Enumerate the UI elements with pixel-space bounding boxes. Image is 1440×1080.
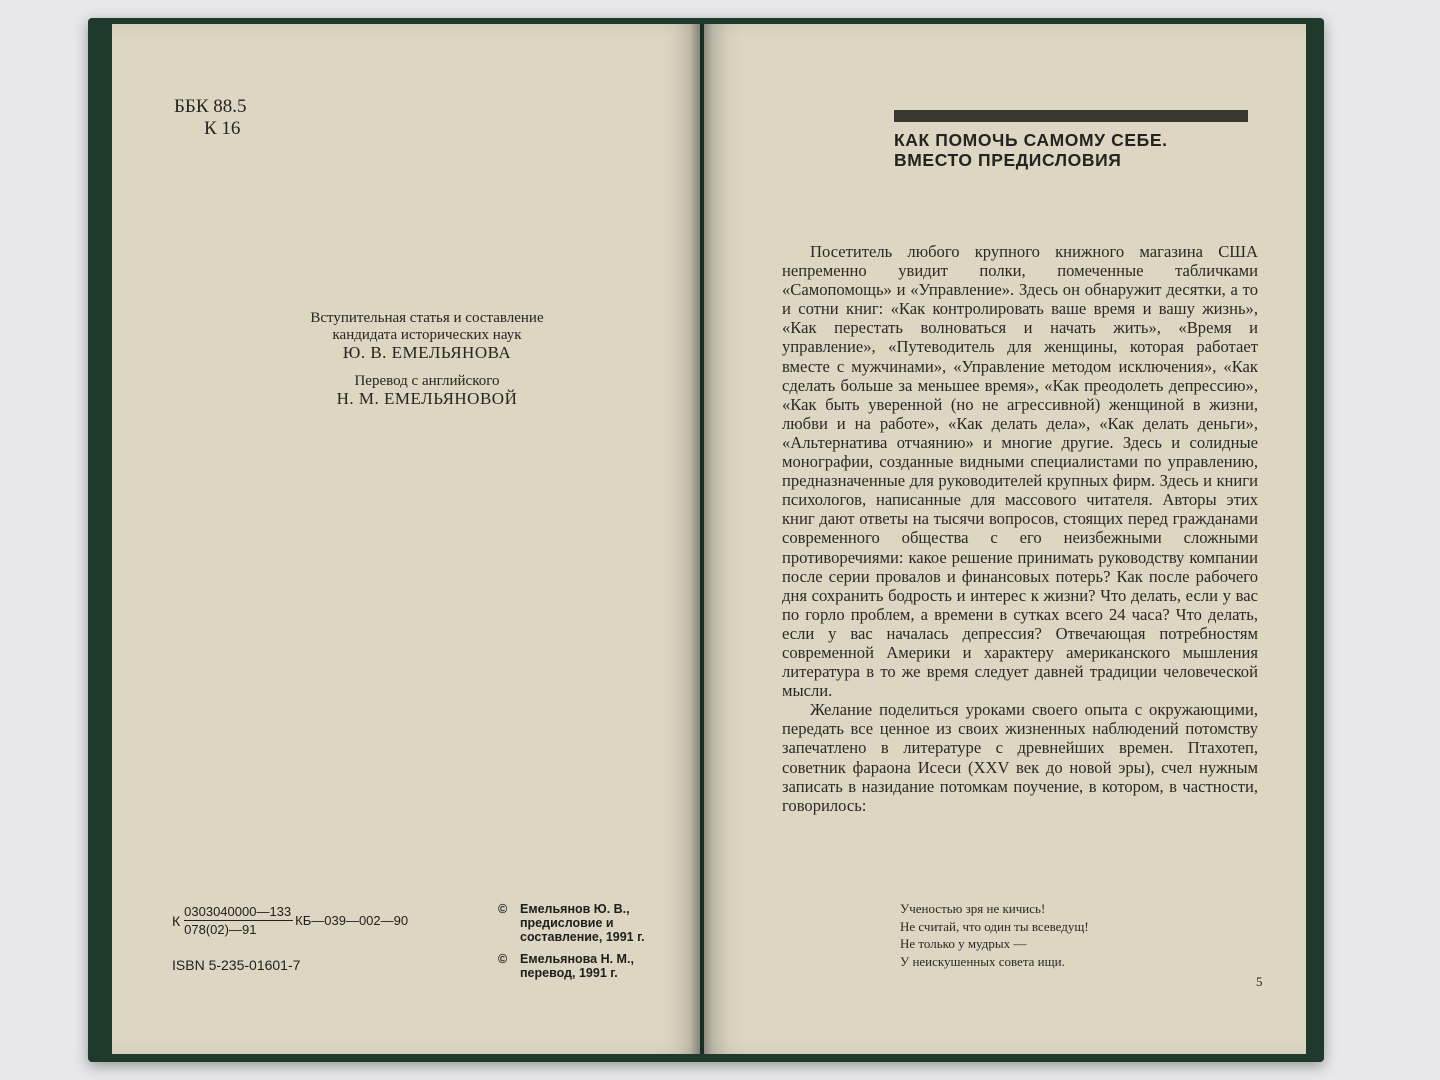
translator-name: Н. М. ЕМЕЛЬЯНОВОЙ	[336, 389, 518, 408]
poem-line: Не считай, что один ты всеведущ!	[900, 918, 1089, 934]
left-page	[112, 24, 700, 1054]
copyright-text: Емельянова Н. М., перевод, 1991 г.	[520, 952, 634, 980]
catalog-denominator: 078(02)—91	[184, 922, 257, 937]
catalog-block	[172, 904, 408, 973]
bbk-line: К 16	[204, 118, 241, 139]
right-page	[704, 24, 1306, 1054]
copyright-block	[498, 902, 680, 988]
bbk-index	[174, 96, 247, 140]
poem-quote	[900, 900, 1089, 970]
catalog-fraction	[172, 904, 408, 937]
chapter-title-line: ВМЕСТО ПРЕДИСЛОВИЯ	[894, 150, 1122, 170]
poem-line: Не только у мудрых —	[900, 936, 1027, 951]
translation-credit: Перевод с английского	[354, 373, 500, 389]
page-number: 5	[1256, 974, 1263, 989]
chapter-title	[894, 130, 1254, 170]
title-rule	[894, 110, 1248, 122]
catalog-code: КБ—039—002—90	[295, 913, 409, 928]
paragraph: Желание поделиться уроками своего опыта с окружающими, передать все ценное из своих жизненных наблюдений потомству запечатлено в литературе с древнейших времен. Птахотеп, советник фараона Исеси (XXV век до новой эры), счел нужным записать в назидание потомкам поучение, в котором, в частности, говорилось:	[782, 700, 1258, 815]
catalog-letter: К	[172, 912, 181, 929]
bbk-line: ББК 88.5	[174, 96, 247, 117]
copyright-symbol: ©	[498, 952, 508, 966]
copyright-symbol: ©	[498, 902, 508, 916]
intro-credit: Вступительная статья и составление	[310, 310, 544, 326]
book-spine	[690, 24, 712, 1054]
copyright-text: Емельянов Ю. В., предисловие и составление, 1991 г.	[520, 902, 645, 944]
poem-line: У неискушенных совета ищи.	[900, 953, 1065, 969]
poem-line: Ученостью зря не кичись!	[900, 901, 1046, 916]
isbn: ISBN 5-235-01601-7	[172, 957, 301, 973]
chapter-title-line: КАК ПОМОЧЬ САМОМУ СЕБЕ.	[894, 130, 1168, 150]
copyright-entry	[498, 902, 680, 944]
intro-author: Ю. В. ЕМЕЛЬЯНОВА	[342, 343, 512, 362]
credits-block	[232, 310, 622, 407]
paragraph: Посетитель любого крупного книжного магазина США непременно увидит полки, помеченные табличками «Самопомощь» и «Управление». Здесь он обнаружит десятки, а то и сотни книг: «Как контролировать ваше время и вашу жизнь», «Как перестать волноваться и начать жить», «Время и управление», «Путеводитель для женщины, которая работает вместе с мужчинами», «Управление методом исключения», «Как сделать больше за меньшее время», «Как преодолеть депрессию», «Как быть уверенной (но не агрессивной) женщиной в жизни, любви и на работе», «Как делать дела», «Как делать деньги», «Альтернатива отчаянию» и многие другие. Здесь и солидные монографии, созданные видными специалистами по управлению, предназначенные для руководителей крупных фирм. Здесь и книги психологов, написанные для массового читателя. Авторы этих книг дают ответы на тысячи вопросов, стоящих перед гражданами современного общества с его неизбежными сложными противоречиями: какое решение принимать руководству компании после серии провалов и финансовых потерь? Как после рабочего дня сохранить бодрость и интерес к жизни? Что делать, если у вас по горло проблем, а времени в сутках всего 24 часа? Что делать, если у вас началась депрессия? Отвечающая потребностям современной Америки и характеру американского мышления литература в то же время следует давней традиции человеческой мысли.	[782, 242, 1258, 701]
intro-credit-2: кандидата исторических наук	[332, 327, 522, 343]
copyright-entry	[498, 952, 680, 980]
body-text	[782, 242, 1258, 815]
catalog-numerator: 0303040000—133	[184, 904, 292, 919]
